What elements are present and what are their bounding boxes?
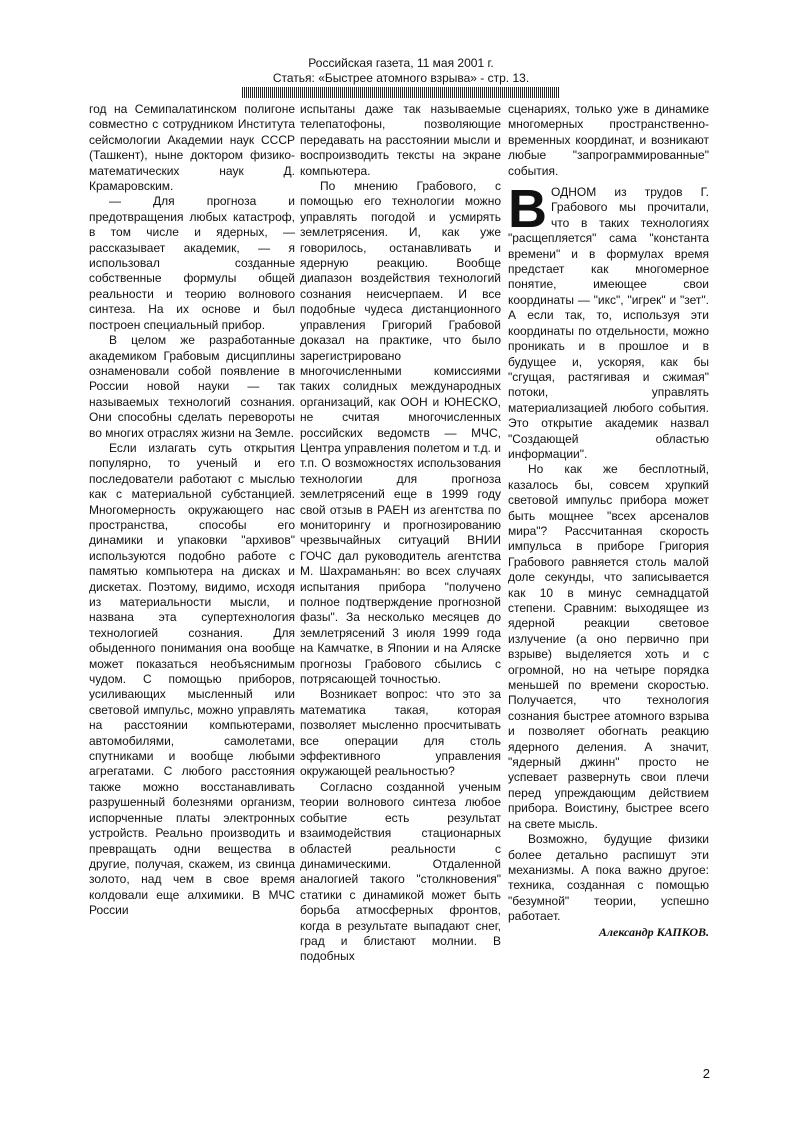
header-source-line: Российская газета, 11 мая 2001 г. — [308, 56, 494, 70]
paragraph: Но как же бесплотный, казалось бы, совсем хрупкий световой импульс прибора может быть мощнее "всех арсеналов мира"? Рассчитанная скорость импульса в приборе Григория Грабового равняется столь малой доле секунды, что записывается как 10 в минус семнадцатой степени. Сравним: выходящее из ядерной реакции световое излучение (а оно первично при взрыве) выделяется хоть и с огромной, но на четыре порядка меньшей по времени скоростью. Получается, что технология сознания быстрее атомного взрыва и позволяет обогнать реакцию ядерного деления. А значит, "ядерный джинн" просто не успевает развернуть свои плечи перед упреждающим действием прибора. Воистину, быстрее всего на свете мысль. — [508, 462, 709, 831]
paragraph: Если излагать суть открытия популярно, то ученый и его последователи работают с мыслью как с материальной субстанцией. Многомерность окружающего нас пространства, способы его динамики и упаковки "архивов" используются подобно работе с памятью компьютера на дисках и дискетах. Поэтому, видимо, исходя из материальности мысли, и названа эта супертехнология технологией сознания. Для обыденного понимания она вообще может показаться необъяснимым чудом. С помощью приборов, усиливающих мысленный или световой импульс, можно управлять на расстоянии компьютерами, автомобилями, самолетами, спутниками и вообще любыми агрегатами. С любого расстояния также можно восстанавливать разрушенный болезнями организм, испорченные платы электронных устройств. Реально производить и превращать одни вещества в другие, получая, скажем, из свинца золото, над чем в свое время колдовали еще алхимики. В МЧС России — [89, 440, 295, 918]
paragraph: Согласно созданной ученым теории волнового синтеза любое событие есть результат взаимодействия стационарных областей реальности с динамическими. Отдаленной аналогией такого "столкновения" статики с динамикой может быть борьба атмосферных фронтов, когда в результате выпадают снег, град и блистают молнии. В подобных — [300, 779, 501, 964]
paragraph: Возможно, будущие физики более детально распишут эти механизмы. А пока важно другое: техника, созданная с помощью "безумной" теории, успешно работает. — [508, 832, 709, 924]
text-column-1 — [89, 102, 295, 1002]
drop-cap-letter: В — [508, 179, 547, 240]
paragraph: По мнению Грабового, с помощью его технологии можно управлять погодой и усмирять землетрясения. И, как уже говорилось, останавливать и ядерную реакцию. Вообще диапазон воздействия технологий сознания неисчерпаем. И все подобные чудеса дистанционного управления Григорий Грабовой доказал на практике, что было зарегистрировано многочисленными комиссиями таких солидных международных организаций, как ООН и ЮНЕСКО, не считая многочисленных российских ведомств — МЧС, Центра управления полетом и т.д. и т.п. О возможностях использования технологии для прогноза землетрясений еще в 1999 году свой отзыв в РАЕН из агентства по мониторингу и прогнозированию чрезвычайных ситуаций ВНИИ ГОЧС дал руководитель агентства М. Шахраманьян: во всех случаях испытания прибора "получено полное подтверждение прогнозной фазы". За несколько месяцев до землетрясений 3 июля 1999 года на Камчатке, в Японии и на Аляске прогнозы Грабового сбылись с потрясающей точностью. — [300, 179, 501, 687]
paragraph-text: ОДНОМ из трудов Г. Грабового мы прочитали, что в таких технологиях "расщепляется" сама "константа времени" и в формулах время предстает как многомерное понятие, имеющее свои координаты — "икс", "игрек" и "зет". А если так, то, используя эти координаты по отдельности, можно проникать и в прошлое и в будущее и, ускоряя, как бы "сгущая, растягивая и сжимая" потоки, управлять материализацией любого события. Это открытие академик назвал "Создающей областью информации". — [508, 185, 709, 461]
paragraph: год на Семипалатинском полигоне совместно с сотрудником Института сейсмологии Академии наук СССР (Ташкент), ныне доктором физико-математических наук Д. Крамаровским. — [89, 102, 295, 194]
paragraph: сценариях, только уже в динамике многомерных пространственно-временных координат, и возникают любые "запрограммированные" события. — [508, 102, 709, 178]
paragraph: В целом же разработанные академиком Грабовым дисциплины ознаменовали собой появление в России новой науки — так называемых технологий сознания. Они способны сделать перевороты во многих отраслях жизни на Земле. — [89, 333, 295, 440]
text-column-3 — [508, 102, 709, 1002]
header-article-line: Статья: «Быстрее атомного взрыва» - стр. 13. — [272, 71, 530, 85]
header-rule-decoration — [242, 87, 560, 98]
author-signature: Александр КАПКОВ. — [598, 924, 709, 939]
page-number: 2 — [702, 1066, 710, 1081]
text-column-2 — [300, 102, 501, 1002]
paragraph: Возникает вопрос: что это за математика такая, которая позволяет мысленно просчитывать все операции для столь эффективного управления окружающей реальностью? — [300, 687, 501, 779]
paragraph-with-dropcap — [508, 179, 709, 462]
paragraph: испытаны даже так называемые телепатофоны, позволяющие передавать на расстоянии мысли и воспроизводить тексты на экране компьютера. — [300, 102, 501, 178]
article-header — [0, 56, 802, 98]
paragraph: — Для прогноза и предотвращения любых катастроф, в том числе и ядерных, — рассказывает академик, — я использовал созданные собственные формулы общей реальности и теорию волнового синтеза. На их основе и был построен специальный прибор. — [89, 194, 295, 332]
